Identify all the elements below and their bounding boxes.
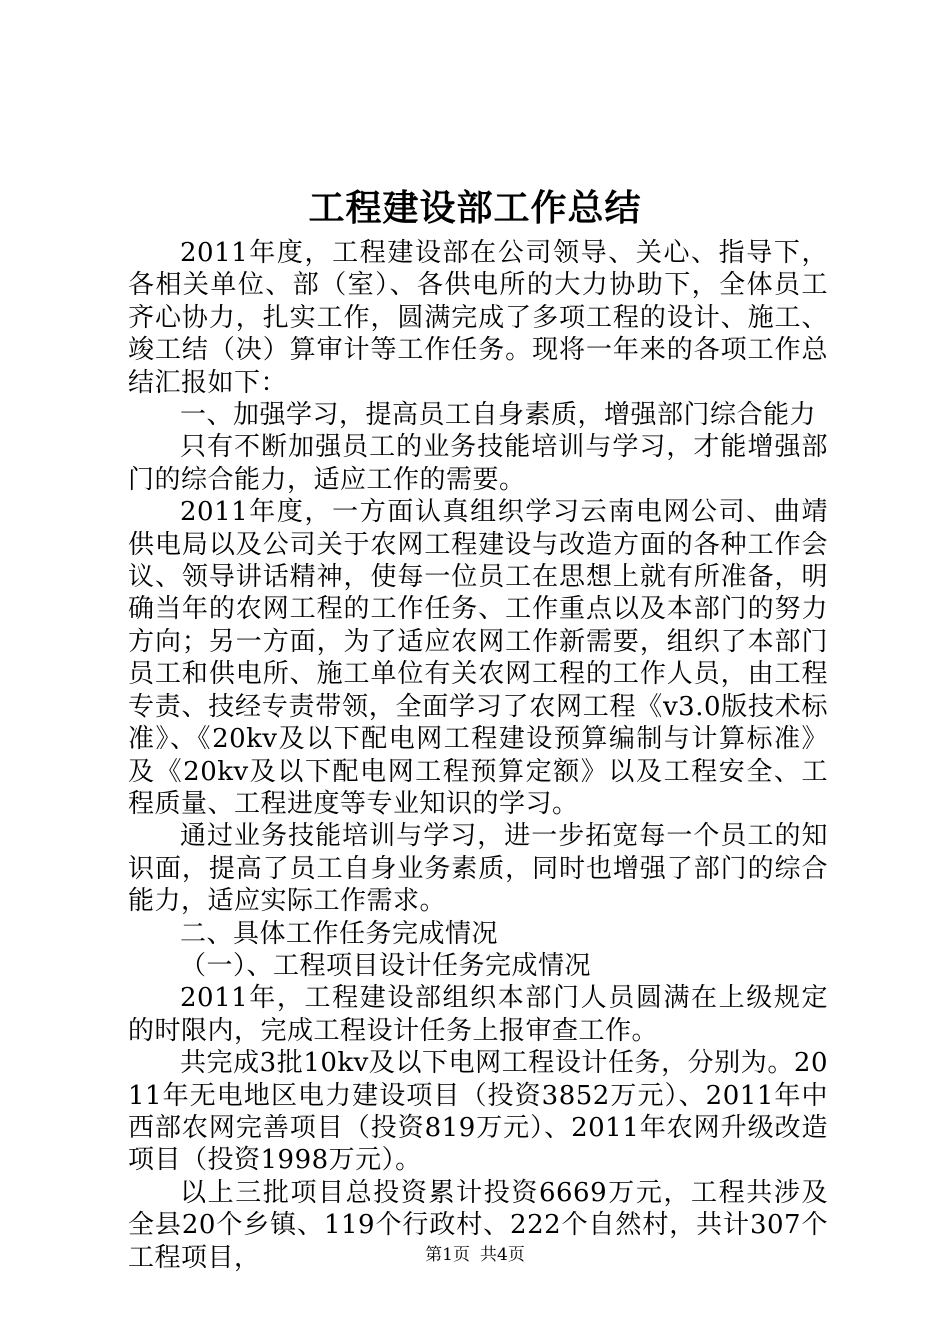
document-body: [128, 237, 828, 1274]
paragraph: 2011年度，一方面认真组织学习云南电网公司、曲靖供电局以及公司关于农网工程建设与改造方面的各种工作会议、领导讲话精神，使每一位员工在思想上就有所准备，明确当年的农网工程的工作任务、工作重点以及本部门的努力方向；另一方面，为了适应农网工作新需要，组织了本部门员工和供电所、施工单位有关农网工程的工作人员，由工程专责、技经专责带领，全面学习了农网工程《v3.0版技术标准》、《20kv及以下配电网工程建设预算编制与计算标准》及《20kv及以下配电网工程预算定额》以及工程安全、工程质量、工程进度等专业知识的学习。: [128, 497, 828, 819]
page-title: 工程建设部工作总结: [308, 187, 642, 229]
paragraph: 通过业务技能培训与学习，进一步拓宽每一个员工的知识面，提高了员工自身业务素质，同时也增强了部门的综合能力，适应实际工作需求。: [128, 821, 828, 917]
paragraph: 只有不断加强员工的业务技能培训与学习，才能增强部门的综合能力，适应工作的需要。: [128, 432, 828, 495]
paragraph-intro: 2011年度，工程建设部在公司领导、关心、指导下，各相关单位、部（室）、各供电所的大力协助下，全体员工齐心协力，扎实工作，圆满完成了多项工程的设计、施工、竣工结（决）算审计等工作任务。现将一年来的各项工作总结汇报如下：: [128, 238, 828, 398]
paragraph: 2011年，工程建设部组织本部门人员圆满在上级规定的时限内，完成工程设计任务上报审查工作。: [128, 983, 828, 1046]
page-count: 共4页: [480, 1245, 525, 1265]
paragraph: 共完成3批10kv及以下电网工程设计任务，分别为。2011年无电地区电力建设项目（投资3852万元）、2011年中西部农网完善项目（投资819万元）、2011年农网升级改造项目（投资1998万元）。: [128, 1048, 828, 1176]
page-number: 第1页: [425, 1245, 470, 1265]
subsection-heading: （一）、工程项目设计任务完成情况: [180, 950, 592, 981]
page-footer: [0, 1244, 950, 1266]
section-heading-2: 二、具体工作任务完成情况: [180, 918, 499, 949]
section-heading-1: 一、加强学习，提高员工自身素质，增强部门综合能力: [180, 400, 817, 431]
paragraph: 以上三批项目总投资累计投资6669万元，工程共涉及全县20个乡镇、119个行政村、222个自然村，共计307个工程项目，: [128, 1177, 828, 1273]
